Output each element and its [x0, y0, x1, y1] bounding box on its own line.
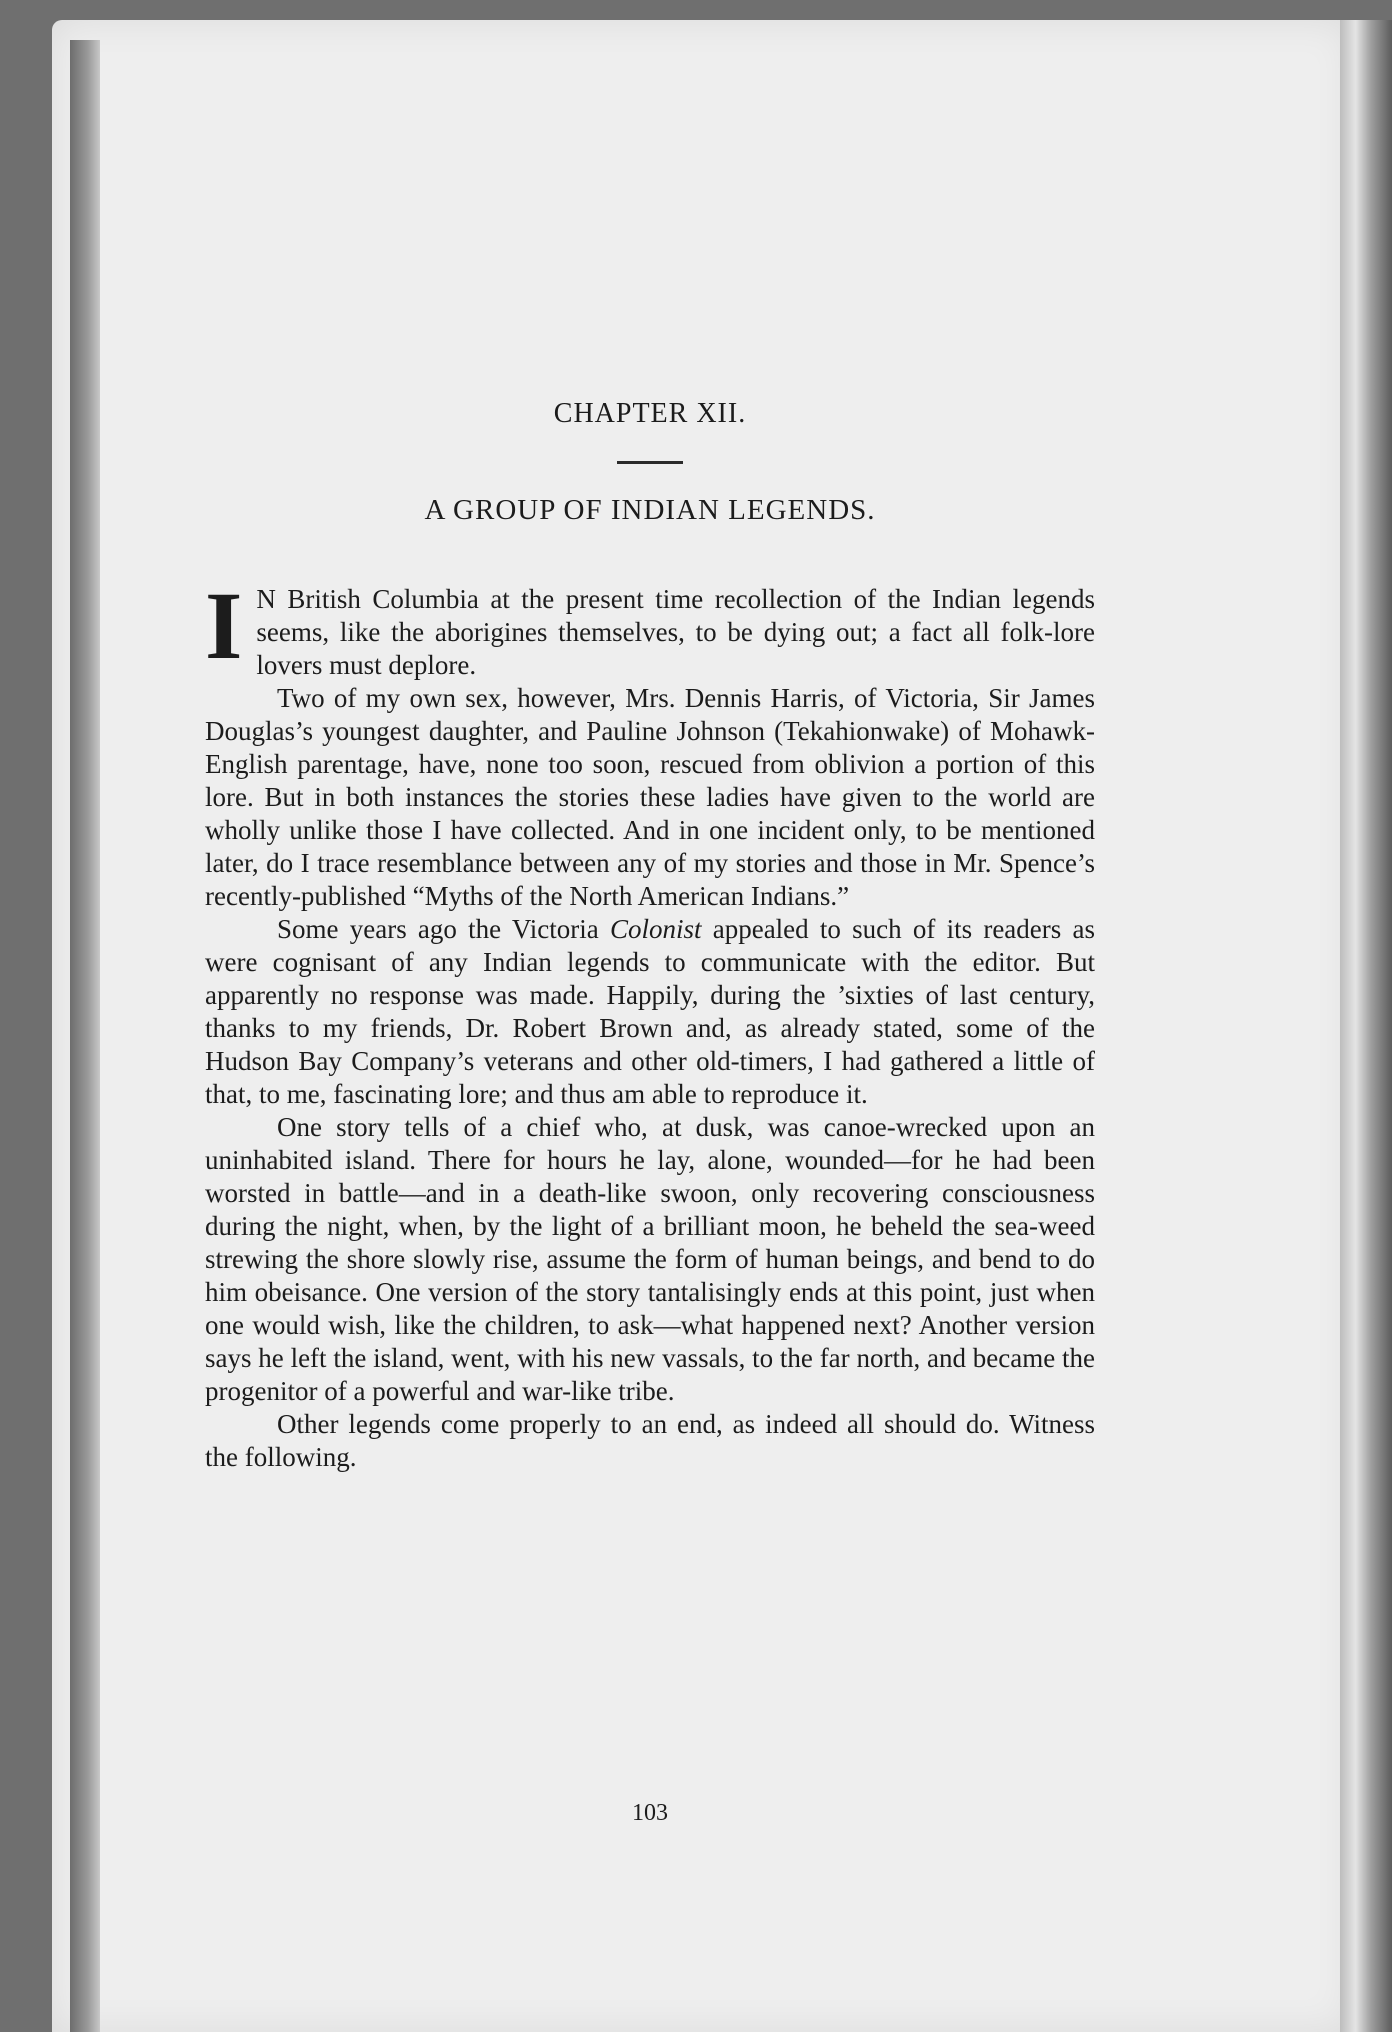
paragraph-3-end: appealed to such of its readers as were cognisant of any Indian legends to communicate with the editor. But apparently no response was made. Happily, during the ’sixties of last century, thanks to my friends, Dr. Robert Brown and, as already stated, some of the Hudson Bay Company’s veterans and other old-timers, I had gathered a little of that, to me, fascinating lore; and thus am able to reproduce it.: [205, 914, 1095, 1109]
chapter-divider: [617, 461, 683, 464]
page-edges: [1340, 20, 1392, 2032]
paragraph-3-start: Some years ago the Victoria: [277, 914, 610, 944]
paragraph-5: Other legends come properly to an end, as indeed all should do. Witness the following.: [205, 1409, 1095, 1472]
paragraph-2: Two of my own sex, however, Mrs. Dennis Harris, of Victoria, Sir James Douglas’s youngest daughter, and Pauline Johnson (Tekahionwake) of Mohawk-English parentage, have, none too soon, rescued from oblivion a portion of this lore. But in both instances the stories these ladies have given to the world are wholly unlike those I have collected. And in one incident only, to be mentioned later, do I trace resemblance between any of my stories and those in Mr. Spence’s recently-published “Myths of the North American Indians.”: [205, 683, 1095, 911]
paragraph-3-italic: Colonist: [609, 914, 702, 944]
paragraph-1: [205, 572, 1095, 682]
page-number: 103: [632, 1800, 668, 1826]
paragraph-4: One story tells of a chief who, at dusk, was canoe-wrecked upon an uninhabited island. There for hours he lay, alone, wounded—for he had been worsted in battle—and in a death-like swoon, only recovering consciousness during the night, when, by the light of a brilliant moon, he beheld the sea-weed strewing the shore slowly rise, assume the form of human beings, and bend to do him obeisance. One version of the story tantalisingly ends at this point, just when one would wish, like the children, to ask—what happened next? Another version says he left the island, went, with his new vassals, to the far north, and became the progenitor of a powerful and war-like tribe.: [205, 1112, 1095, 1406]
paragraph-1-text: N British Columbia at the present time recollection of the Indian legends seems, like the aborigines themselves, to be dying out; a fact all folk-lore lovers must deplore.: [256, 584, 1095, 680]
body-text: [205, 572, 1095, 1474]
chapter-number: CHAPTER XII.: [553, 398, 747, 429]
book-binding-shadow: [70, 40, 100, 2032]
drop-cap: I: [205, 572, 243, 679]
paragraph-3: [205, 913, 1095, 1111]
chapter-title: A GROUP OF INDIAN LEGENDS.: [424, 494, 876, 526]
